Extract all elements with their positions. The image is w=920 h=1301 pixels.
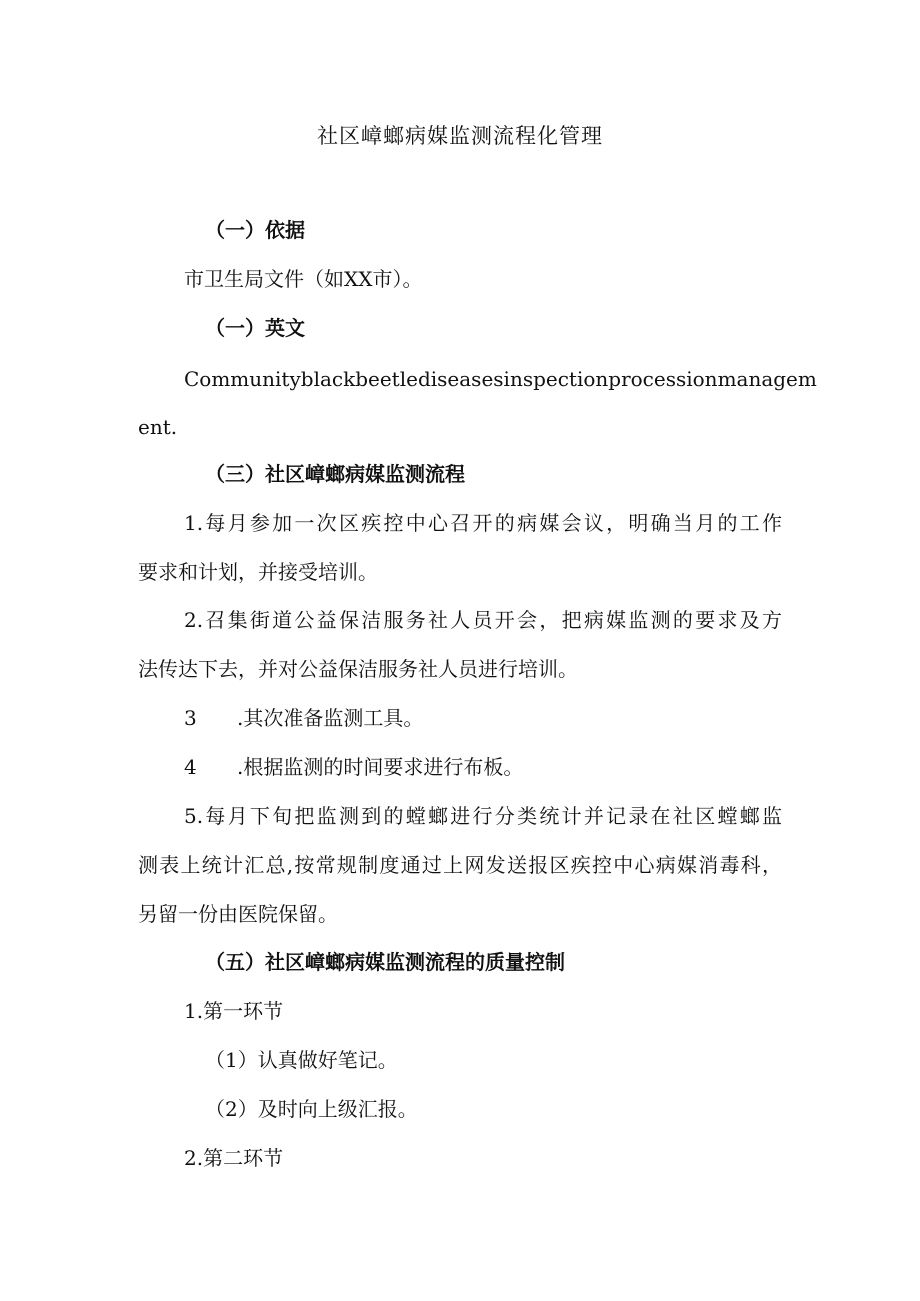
quality-step1: 1.第一环节 bbox=[184, 999, 284, 1023]
section-heading-process: （三）社区嶂螂病媒监测流程 bbox=[205, 462, 465, 486]
quality-substep1: （1）认真做好笔记。 bbox=[205, 1048, 398, 1072]
process-item5-line1: 5.每月下旬把监测到的螳螂进行分类统计并记录在社区螳螂监 bbox=[184, 804, 782, 828]
english-text-line1: Communityblackbeetlediseasesinspectionprocessionmanagem bbox=[184, 367, 817, 391]
section-heading-basis: （一）依据 bbox=[205, 218, 305, 242]
process-item2-line1: 2.召集街道公益保洁服务社人员开会，把病媒监测的要求及方 bbox=[184, 608, 782, 632]
quality-step2: 2.第二环节 bbox=[184, 1146, 284, 1170]
process-item4-text: .根据监测的时间要求进行布板。 bbox=[237, 755, 524, 779]
document-title: 社区嶂螂病媒监测流程化管理 bbox=[317, 124, 603, 148]
english-text-line2: ent. bbox=[138, 415, 178, 439]
process-item2-line2: 法传达下去，并对公益保洁服务社人员进行培训。 bbox=[138, 657, 578, 681]
process-item3-number: 3 bbox=[184, 706, 197, 730]
process-item1-line1: 1.每月参加一次区疾控中心召开的病媒会议，明确当月的工作 bbox=[184, 511, 782, 535]
process-item5-line3: 另留一份由医院保留。 bbox=[138, 902, 338, 926]
section-heading-english: （一）英文 bbox=[205, 316, 305, 340]
section-body-basis: 市卫生局文件（如XX市）。 bbox=[184, 267, 423, 291]
process-item1-line2: 要求和计划，并接受培训。 bbox=[138, 560, 378, 584]
process-item5-line2: 测表上统计汇总,按常规制度通过上网发送报区疾控中心病媒消毒科， bbox=[138, 853, 782, 877]
process-item3-text: .其次准备监测工具。 bbox=[237, 706, 424, 730]
quality-substep2: （2）及时向上级汇报。 bbox=[205, 1097, 418, 1121]
section-heading-quality-control: （五）社区嶂螂病媒监测流程的质量控制 bbox=[205, 950, 565, 974]
process-item4-number: 4 bbox=[184, 755, 197, 779]
